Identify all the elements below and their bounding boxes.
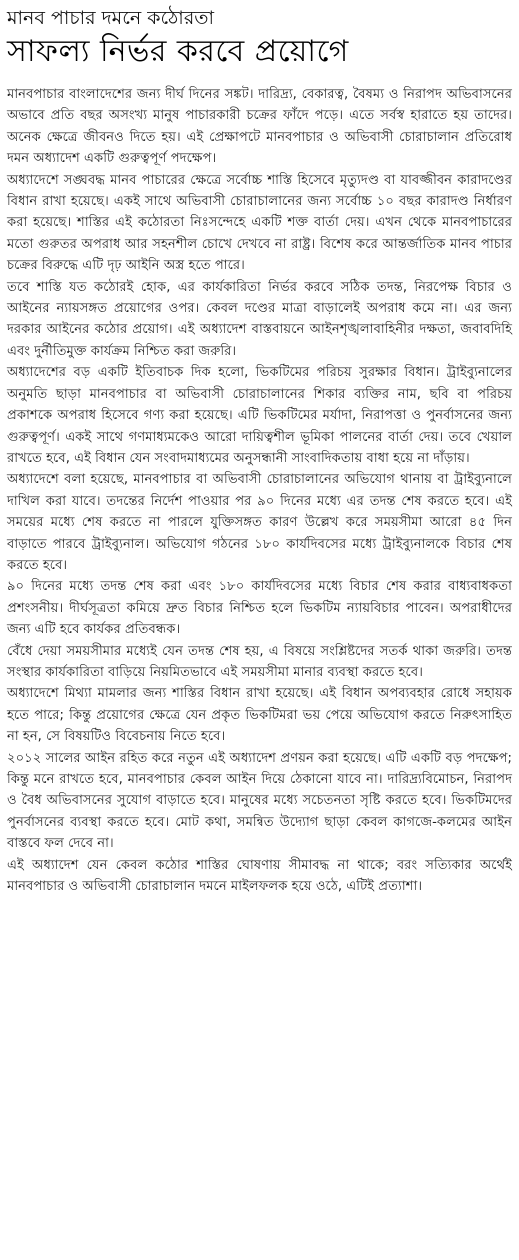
article-paragraph: ২০১২ সালের আইন রহিত করে নতুন এই অধ্যাদেশ প্রণয়ন করা হয়েছে। এটি একটি বড় পদক্ষেপ; কিন্তু মনে রাখতে হবে, মানবপাচার কেবল আইন দিয়ে ঠেকানো যাবে না। দারিদ্র্যবিমোচন, নিরাপদ ও বৈধ অভিবাসনের সুযোগ বাড়াতে হবে। মানুষের মধ্যে সচেতনতা সৃষ্টি করতে হবে। ভিকটিমদের পুনর্বাসনের ব্যবস্থা করতে হবে। মোট কথা, সমন্বিত উদ্যোগ ছাড়া কেবল কাগজে-কলমের আইন বাস্তবে ফল দেবে না। [7, 750, 512, 852]
article-paragraph: এই অধ্যাদেশ যেন কেবল কঠোর শাস্তির ঘোষণায় সীমাবদ্ধ না থাকে; বরং সত্যিকার অর্থেই মানবপাচার ও অভিবাসী চোরাচালান দমনে মাইলফলক হয়ে ওঠে, এটিই প্রত্যাশা। [7, 857, 512, 895]
article-headline: সাফল্য নির্ভর করবে প্রয়োগে [7, 34, 349, 69]
article-paragraph: বেঁধে দেয়া সময়সীমার মধ্যেই যেন তদন্ত শেষ হয়, এ বিষয়ে সংশ্লিষ্টদের সতর্ক থাকা জরুরি। তদন্ত সংস্থার কার্যকারিতা বাড়িয়ে নিয়মিতভাবে এই সময়সীমা মানার ব্যবস্থা করতে হবে। [7, 643, 512, 680]
article-paragraph: অধ্যাদেশে মিথ্যা মামলার জন্য শাস্তির বিধান রাখা হয়েছে। এই বিধান অপব্যবহার রোধে সহায়ক হতে পারে; কিন্তু প্রয়োগের ক্ষেত্রে যেন প্রকৃত ভিকটিমরা ভয় পেয়ে অভিযোগ করতে নিরুৎসাহিত না হন, সে বিষয়টিও বিবেচনায় নিতে হবে। [7, 686, 512, 745]
article-kicker: মানব পাচার দমনে কঠোরতা [7, 7, 215, 29]
article-paragraph: অধ্যাদেশের বড় একটি ইতিবাচক দিক হলো, ভিকটিমের পরিচয় সুরক্ষার বিধান। ট্রাইব্যুনালের অনুমতি ছাড়া মানবপাচার বা অভিবাসী চোরাচালানের শিকার ব্যক্তির নাম, ছবি বা পরিচয় প্রকাশকে অপরাধ হিসেবে গণ্য করা হয়েছে। এটি ভিকটিমের মর্যাদা, নিরাপত্তা ও পুনর্বাসনের জন্য গুরুত্বপূর্ণ। একই সাথে গণমাধ্যমকেও আরো দায়িত্বশীল ভূমিকা পালনের বার্তা দেয়। তবে খেয়াল রাখতে হবে, এই বিধান যেন সংবাদমাধ্যমের অনুসন্ধানী সাংবাদিকতায় বাধা হয়ে না দাঁড়ায়। [7, 365, 512, 466]
article-body [7, 84, 512, 897]
article-paragraph: অধ্যাদেশে বলা হয়েছে, মানবপাচার বা অভিবাসী চোরাচালানের অভিযোগ থানায় বা ট্রাইব্যুনালে দাখিল করা যাবে। তদন্তের নির্দেশ পাওয়ার পর ৯০ দিনের মধ্যে এর তদন্ত শেষ করতে হবে। এই সময়ের মধ্যে শেষ করতে না পারলে যুক্তিসঙ্গত কারণ উল্লেখ করে সময়সীমা আরো ৪৫ দিন বাড়াতে পারবে ট্রাইব্যুনাল। অভিযোগ গঠনের ১৮০ কার্যদিবসের মধ্যে ট্রাইব্যুনালকে বিচার শেষ করতে হবে। [7, 472, 512, 573]
article-paragraph: তবে শাস্তি যত কঠোরই হোক, এর কার্যকারিতা নির্ভর করবে সঠিক তদন্ত, নিরপেক্ষ বিচার ও আইনের ন্যায়সঙ্গত প্রয়োগের ওপর। কেবল দণ্ডের মাত্রা বাড়ালেই অপরাধ কমে না। এর জন্য দরকার আইনের কঠোর প্রয়োগ। এই অধ্যাদেশ বাস্তবায়নে আইনশৃঙ্খলাবাহিনীর দক্ষতা, জবাবদিহি এবং দুর্নীতিমুক্ত কার্যক্রম নিশ্চিত করা জরুরি। [7, 279, 512, 359]
article-paragraph: মানবপাচার বাংলাদেশের জন্য দীর্ঘ দিনের সঙ্কট। দারিদ্র্য, বেকারত্ব, বৈষম্য ও নিরাপদ অভিবাসনের অভাবে প্রতি বছর অসংখ্য মানুষ পাচারকারী চক্রের ফাঁদে পড়ে। এতে সর্বস্ব হারাতে হয় তাদের। অনেক ক্ষেত্রে জীবনও দিতে হয়। এই প্রেক্ষাপটে মানবপাচার ও অভিবাসী চোরাচালান প্রতিরোধ দমন অধ্যাদেশ একটি গুরুত্বপূর্ণ পদক্ষেপ। [7, 87, 512, 167]
article-paragraph: ৯০ দিনের মধ্যে তদন্ত শেষ করা এবং ১৮০ কার্যদিবসের মধ্যে বিচার শেষ করার বাধ্যবাধকতা প্রশংসনীয়। দীর্ঘসূত্রতা কমিয়ে দ্রুত বিচার নিশ্চিত হলে ভিকটিম ন্যায়বিচার পাবেন। অপরাধীদের জন্য এটি হবে কার্যকর প্রতিবন্ধক। [7, 579, 512, 638]
article-paragraph: অধ্যাদেশে সঙ্ঘবদ্ধ মানব পাচারের ক্ষেত্রে সর্বোচ্চ শাস্তি হিসেবে মৃত্যুদণ্ড বা যাবজ্জীবন কারাদণ্ডের বিধান রাখা হয়েছে। একই সাথে অভিবাসী চোরাচালানের জন্য সর্বোচ্চ ১০ বছর কারাদণ্ড নির্ধারণ করা হয়েছে। শাস্তির এই কঠোরতা নিঃসন্দেহে একটি শক্ত বার্তা দেয়। এখন থেকে মানবপাচারের মতো গুরুতর অপরাধ আর সহনশীল চোখে দেখবে না রাষ্ট্র। বিশেষ করে আন্তর্জাতিক মানব পাচার চক্রের বিরুদ্ধে এটি দৃঢ় আইনি অস্ত্র হতে পারে। [7, 172, 512, 274]
